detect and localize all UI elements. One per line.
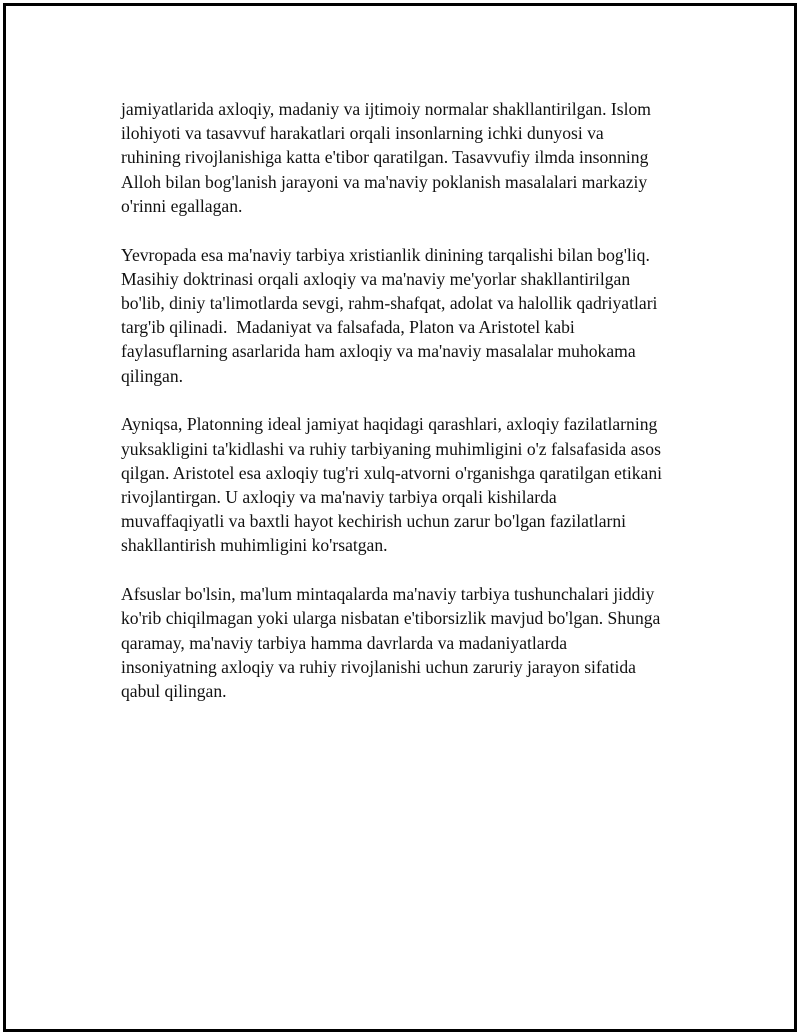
text-line: Yevropada esa ma'naviy tarbiya xristianlik dinining tarqalishi bilan bog'liq. <box>121 244 650 265</box>
paragraph-4 <box>121 582 721 703</box>
document-page <box>3 3 797 1032</box>
text-line: jamiyatlarida axloqiy, madaniy va ijtimoiy normalar shakllantirilgan. Islom <box>121 99 651 119</box>
text-line: muvaffaqiyatli va baxtli hayot kechirish uchun zarur bo'lgan fazilatlarni <box>121 511 627 532</box>
text-line: qaramay, ma'naviy tarbiya hamma davrlarda va madaniyatlarda <box>121 632 568 653</box>
text-line: ilohiyoti va tasavvuf harakatlari orqali insonlarning ichki dunyosi va <box>121 123 604 144</box>
text-line: insoniyatning axloqiy va ruhiy rivojlanishi uchun zaruriy jarayon sifatida <box>121 656 636 677</box>
text-line: qilgan. Aristotel esa axloqiy tug'ri xulq-atvorni o'rganishga qaratilgan etikani <box>121 462 663 483</box>
text-line: o'rinni egallagan. <box>121 195 243 216</box>
text-line: bo'lib, diniy ta'limotlarda sevgi, rahm-shafqat, adolat va halollik qadriyatlari <box>121 293 658 314</box>
paragraph-2 <box>121 243 721 388</box>
text-line: yuksakligini ta'kidlashi va ruhiy tarbiyaning muhimligini o'z falsafasida asos <box>121 438 661 459</box>
text-line: qabul qilingan. <box>121 681 227 702</box>
text-line: Afsuslar bo'lsin, ma'lum mintaqalarda ma'naviy tarbiya tushunchalari jiddiy <box>121 584 655 605</box>
document-body <box>121 97 721 728</box>
text-line: ruhining rivojlanishiga katta e'tibor qaratilgan. Tasavvufiy ilmda insonning <box>121 147 649 168</box>
text-line: ko'rib chiqilmagan yoki ularga nisbatan e'tiborsizlik mavjud bo'lgan. Shunga <box>121 608 661 629</box>
paragraph-3 <box>121 412 721 557</box>
text-line: Masihiy doktrinasi orqali axloqiy va ma'naviy me'yorlar shakllantirilgan <box>121 268 631 289</box>
paragraph-1 <box>121 97 721 218</box>
text-line: rivojlantirgan. U axloqiy va ma'naviy tarbiya orqali kishilarda <box>121 487 557 508</box>
text-line: Ayniqsa, Platonning ideal jamiyat haqidagi qarashlari, axloqiy fazilatlarning <box>121 414 658 435</box>
text-line: qilingan. <box>121 365 184 386</box>
text-line: targ'ib qilinadi. Madaniyat va falsafada, Platon va Aristotel kabi <box>121 317 575 338</box>
text-line: shakllantirish muhimligini ko'rsatgan. <box>121 535 388 556</box>
text-line: Alloh bilan bog'lanish jarayoni va ma'naviy poklanish masalalari markaziy <box>121 171 648 192</box>
text-line: faylasuflarning asarlarida ham axloqiy va ma'naviy masalalar muhokama <box>121 341 636 362</box>
